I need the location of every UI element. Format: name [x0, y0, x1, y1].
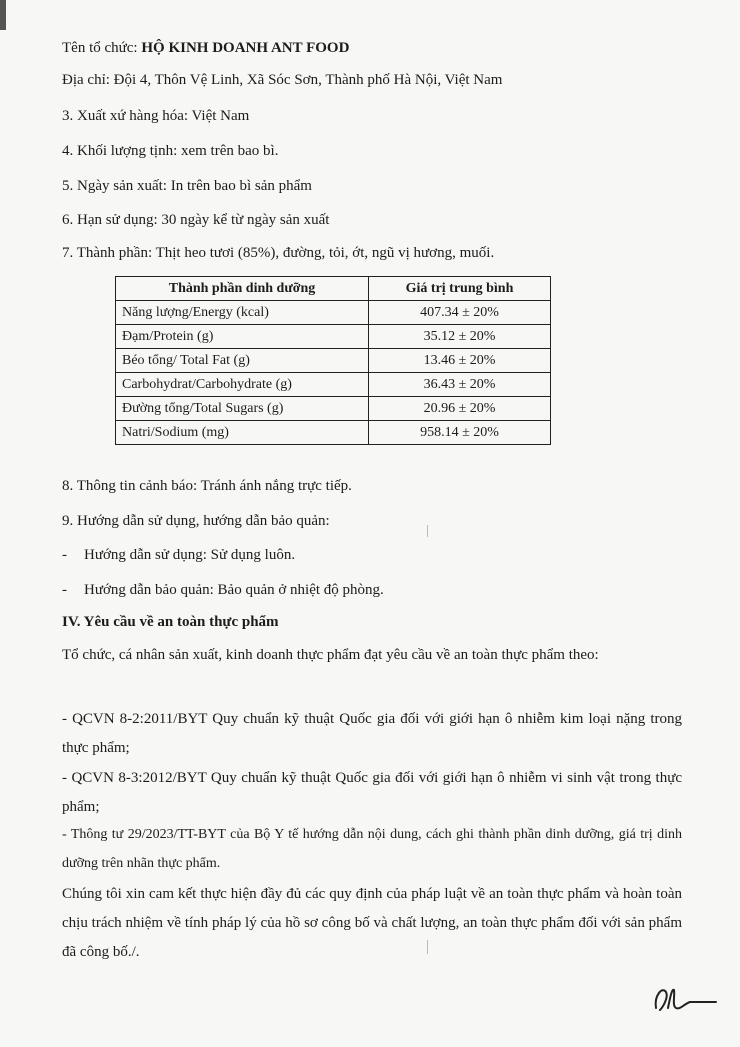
- table-cell-value: 35.12 ± 20%: [369, 325, 551, 349]
- table-row: [116, 349, 551, 373]
- guide-usage: [62, 545, 295, 565]
- section-intro: Tổ chức, cá nhân sản xuất, kinh doanh thực phẩm đạt yêu cầu về an toàn thực phẩm theo:: [62, 647, 599, 663]
- table-cell-value: 20.96 ± 20%: [369, 397, 551, 421]
- scan-edge-mark: [0, 0, 6, 30]
- dash-bullet: -: [62, 582, 67, 598]
- table-header-row: [116, 277, 551, 301]
- org-name-value: HỘ KINH DOANH ANT FOOD: [141, 40, 350, 56]
- regulation-1: - QCVN 8-2:2011/BYT Quy chuẩn kỹ thuật Quốc gia đối với giới hạn ô nhiễm kim loại nặng trong thực phẩm;: [62, 711, 682, 756]
- org-address: Địa chỉ: Đội 4, Thôn Vệ Linh, Xã Sóc Sơn, Thành phố Hà Nội, Việt Nam: [62, 72, 503, 88]
- org-name-line: [62, 38, 349, 58]
- nutrition-table: [115, 276, 551, 445]
- table-header-value: Giá trị trung bình: [369, 277, 551, 301]
- scan-mark: [427, 940, 428, 954]
- table-cell-value: 407.34 ± 20%: [369, 301, 551, 325]
- scan-mark: [427, 525, 428, 537]
- table-cell-value: 958.14 ± 20%: [369, 421, 551, 445]
- item-ingredients: 7. Thành phần: Thịt heo tươi (85%), đường, tỏi, ớt, ngũ vị hương, muối.: [62, 245, 495, 261]
- guide-storage: [62, 580, 384, 600]
- guide-storage-text: Hướng dẫn bảo quản: Bảo quản ở nhiệt độ phòng.: [84, 582, 384, 598]
- handwritten-signature-icon: [650, 978, 720, 1018]
- guide-usage-text: Hướng dẫn sử dụng: Sử dụng luôn.: [84, 547, 296, 563]
- regulation-2: - QCVN 8-3:2012/BYT Quy chuẩn kỹ thuật Quốc gia đối với giới hạn ô nhiễm vi sinh vật trong thực phẩm;: [62, 770, 682, 815]
- item-warning: 8. Thông tin cảnh báo: Tránh ánh nắng trực tiếp.: [62, 478, 352, 494]
- section-heading: IV. Yêu cầu về an toàn thực phẩm: [62, 614, 279, 630]
- table-cell-component: Béo tổng/ Total Fat (g): [116, 349, 369, 373]
- table-row: [116, 325, 551, 349]
- regulation-3: - Thông tư 29/2023/TT-BYT của Bộ Y tế hướng dẫn nội dung, cách ghi thành phần dinh dưỡng, giá trị dinh dưỡng trên nhãn thực phẩm.: [62, 827, 682, 871]
- item-mfg-date: 5. Ngày sản xuất: In trên bao bì sản phẩm: [62, 178, 312, 194]
- item-weight: 4. Khối lượng tịnh: xem trên bao bì.: [62, 143, 279, 159]
- table-row: [116, 397, 551, 421]
- table-cell-component: Đường tổng/Total Sugars (g): [116, 397, 369, 421]
- item-guide: 9. Hướng dẫn sử dụng, hướng dẫn bảo quản:: [62, 513, 330, 529]
- table-header-component: Thành phần dinh dưỡng: [116, 277, 369, 301]
- dash-bullet: -: [62, 547, 67, 563]
- table-cell-component: Đạm/Protein (g): [116, 325, 369, 349]
- item-expiry: 6. Hạn sử dụng: 30 ngày kể từ ngày sản xuất: [62, 212, 330, 228]
- table-cell-value: 36.43 ± 20%: [369, 373, 551, 397]
- table-row: [116, 301, 551, 325]
- item-origin: 3. Xuất xứ hàng hóa: Việt Nam: [62, 108, 250, 124]
- table-cell-component: Natri/Sodium (mg): [116, 421, 369, 445]
- table-cell-component: Năng lượng/Energy (kcal): [116, 301, 369, 325]
- commitment: Chúng tôi xin cam kết thực hiện đầy đủ các quy định của pháp luật về an toàn thực phẩm và hoàn toàn chịu trách nhiệm về tính pháp lý của hồ sơ công bố và chất lượng, an toàn thực phẩm đối với sản phẩm đã công bố./.: [62, 886, 682, 960]
- table-cell-component: Carbohydrat/Carbohydrate (g): [116, 373, 369, 397]
- table-row: [116, 373, 551, 397]
- org-name-label: Tên tổ chức:: [62, 40, 142, 56]
- table-row: [116, 421, 551, 445]
- table-cell-value: 13.46 ± 20%: [369, 349, 551, 373]
